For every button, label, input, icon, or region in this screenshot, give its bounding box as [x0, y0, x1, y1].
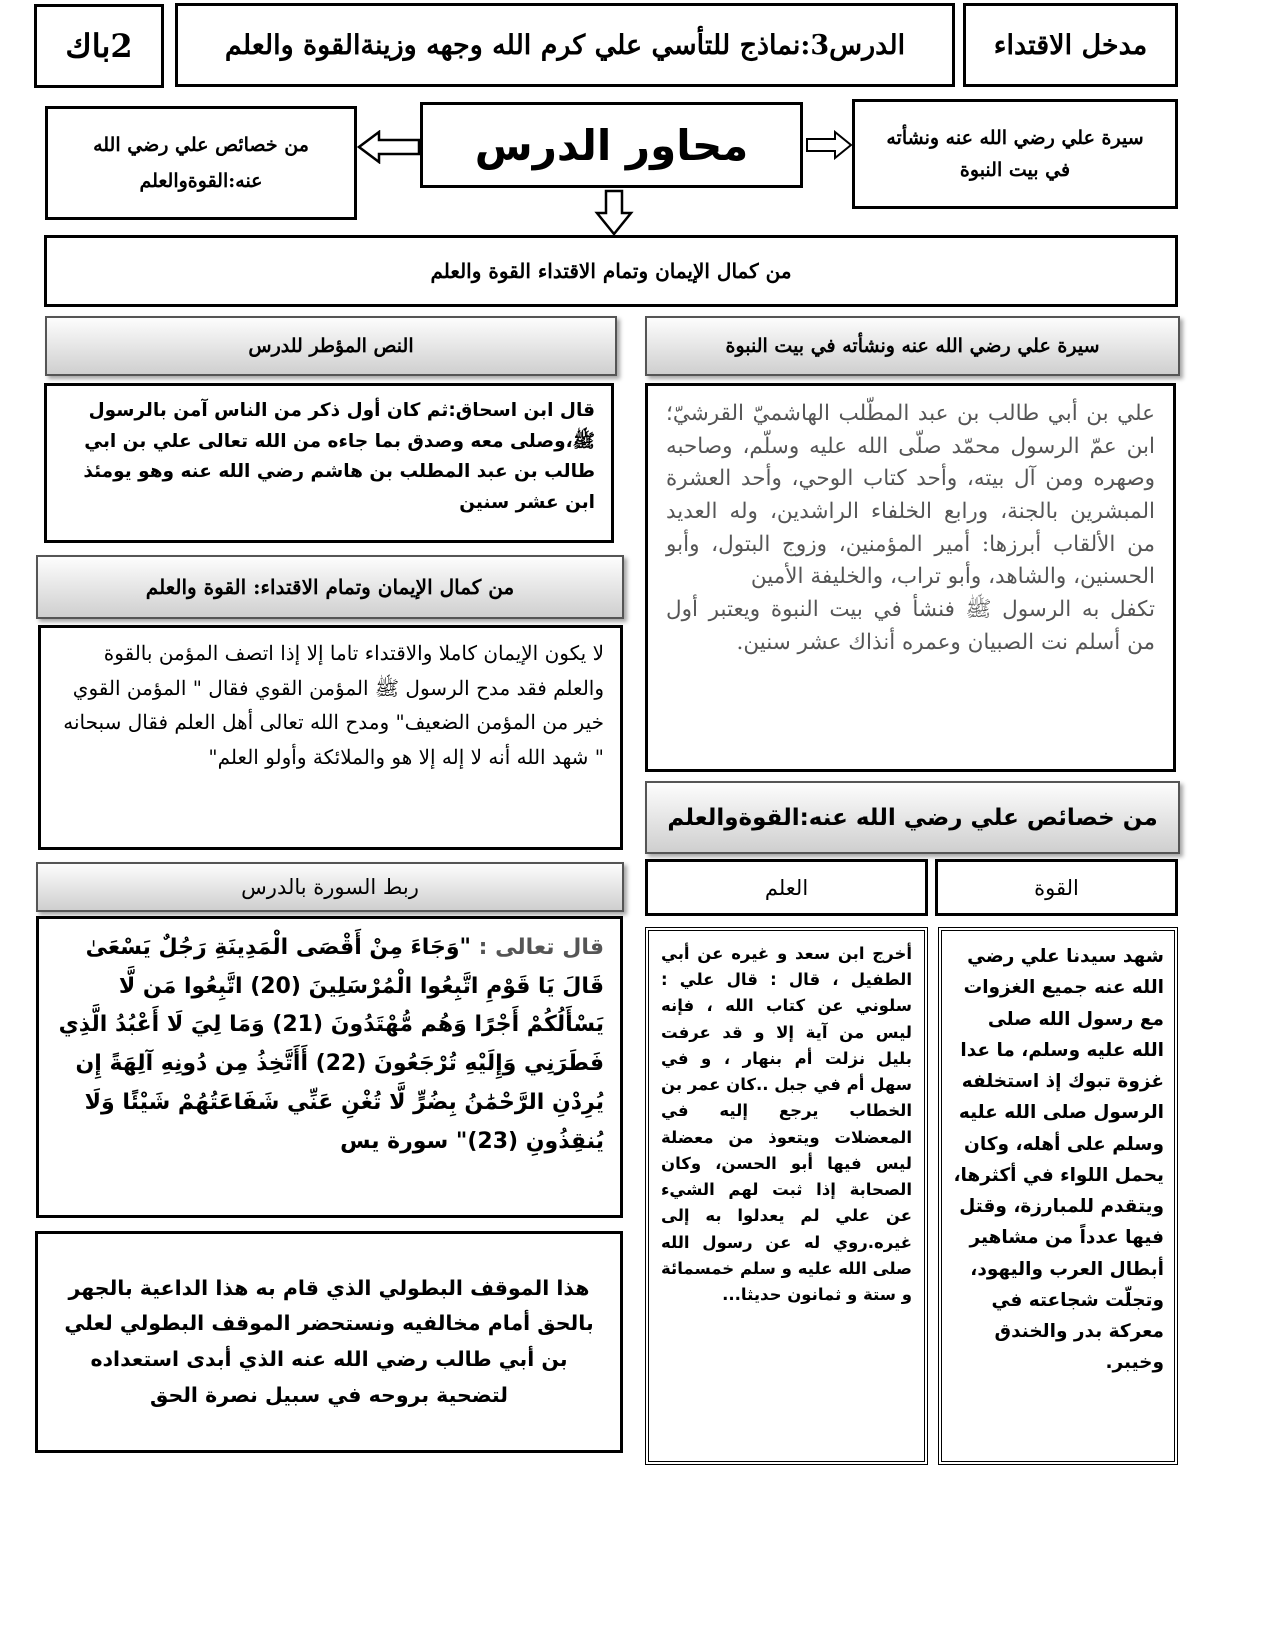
strength-label: القوة [1034, 875, 1079, 900]
framing-text: قال ابن اسحاق:ثم كان أول ذكر من الناس آمن بالرسول ﷺ،وصلى معه وصدق بما جاءه من الله تعالى علي بن ابي طالب بن عبد المطلب بن هاشم رضي الله عنه وهو يومئذ ابن عشر سنين [83, 400, 595, 514]
surah-intro: قال تعالى : [478, 935, 604, 960]
axis-right-box [852, 99, 1178, 209]
axis-left-box [45, 106, 357, 220]
surah-box [36, 916, 623, 1218]
level-label: 2باك [65, 27, 133, 65]
faith-heading: من كمال الإيمان وتمام الاقتداء: القوة والعلم [36, 555, 624, 619]
conclusion-text: هذا الموقف البطولي الذي قام به هذا الداعية بالجهر بالحق أمام مخالفيه ونستحضر الموقف البطولي لعلي بن أبي طالب رضي الله عنه الذي أبدى استعداده لتضحية بروحه في سبيل نصرة الحق [64, 1275, 594, 1407]
entry-label: مدخل الاقتداء [993, 29, 1148, 61]
arrow-left-icon [357, 130, 421, 164]
surah-verses: "وَجَاءَ مِنْ أَقْصَى الْمَدِينَةِ رَجُلٌ يَسْعَىٰ قَالَ يَا قَوْمِ اتَّبِعُوا الْمُرْسَلِينَ (20) اتَّبِعُوا مَن لَّا يَسْأَلُكُمْ أَجْرًا وَهُم مُّهْتَدُونَ (21) وَمَا لِيَ لَا أَعْبُدُ الَّذِي فَطَرَنِي وَإِلَيْهِ تُرْجَعُونَ (22) أَأَتَّخِذُ مِن دُونِهِ آلِهَةً إِن يُرِدْنِ الرَّحْمَٰنُ بِضُرٍّ لَّا تُغْنِ عَنِّي شَفَاعَتُهُمْ شَيْئًا وَلَا يُنقِذُونِ (23)" سورة يس [58, 935, 604, 1154]
conclusion-box [35, 1231, 623, 1453]
bio-box [645, 383, 1176, 772]
lesson-title: الدرس3:نماذج للتأسي علي كرم الله وجهه وزينةالقوة والعلم [224, 29, 906, 61]
framing-heading: النص المؤطر للدرس [45, 316, 617, 376]
axis-left-text: من خصائص علي رضي الله عنه:القوةوالعلم [93, 133, 309, 192]
bio-heading: سيرة علي رضي الله عنه ونشأته في بيت النبوة [645, 316, 1180, 376]
knowledge-label-box [645, 859, 928, 916]
center-title-box [420, 102, 803, 188]
framing-box [44, 383, 614, 543]
knowledge-text: أخرج ابن سعد و غيره عن أبي الطفيل ، قال : قال علي : سلوني عن كتاب الله ، فإنه ليس من آية إلا و قد عرفت بليل نزلت أم بنهار ، و في سهل أم في جبل ..كان عمر بن الخطاب يرجع إليه في المعضلات ويتعوذ من معضلة ليس فيها أبو الحسن، وكان الصحابة إذا ثبت لهم الشيء عن علي لم يعدلوا به إلى غيره.روي له عن رسول الله صلى الله عليه و سلم خمسمائة و ستة و ثمانون حديثا... [661, 944, 912, 1305]
level-box [34, 4, 164, 88]
lesson-title-box [175, 3, 955, 87]
center-title: محاور الدرس [474, 120, 749, 170]
faith-box [38, 625, 623, 850]
axis-bottom-text: من كمال الإيمان وتمام الاقتداء القوة والعلم [430, 259, 792, 283]
axis-right-text: سيرة علي رضي الله عنه ونشأته في بيت النبوة [886, 126, 1144, 181]
strength-box [938, 927, 1178, 1465]
surah-heading: ربط السورة بالدرس [36, 862, 624, 912]
bio-text: علي بن أبي طالب بن عبد المطّلب الهاشميّ القرشيّ؛ ابن عمّ الرسول محمّد صلّى الله عليه وسلّم، وصاحبه وصهره ومن آل بيته، وأحد كتاب الوحي، وأحد العشرة المبشرين بالجنة، ورابع الخلفاء الراشدين، وله العديد من الألقاب أبرزها: أمير المؤمنين، وزوج البتول، وأبو الحسنين، والشاهد، وأبو تراب، والخليفة الأمين [666, 401, 1155, 590]
surah-text-block [55, 929, 604, 1161]
arrow-down-icon [594, 189, 634, 237]
faith-text: لا يكون الإيمان كاملا والاقتداء تاما إلا إذا اتصف المؤمن بالقوة والعلم فقد مدح الرسول ﷺ المؤمن القوي فقال " المؤمن القوي خير من المؤمن الضعيف" ومدح الله تعالى أهل العلم فقال سبحانه " شهد الله أنه لا إله إلا هو والملائكة وأولو العلم" [63, 641, 604, 769]
arrow-right-icon [805, 130, 853, 160]
traits-heading: من خصائص علي رضي الله عنه:القوةوالعلم [645, 781, 1180, 854]
axis-bottom-box [44, 235, 1178, 307]
bio-text-2: تكفل به الرسول ﷺ فنشأ في بيت النبوة ويعتبر أول من أسلم نت الصبيان وعمره أنذاك عشر سنين. [666, 597, 1155, 655]
knowledge-label: العلم [764, 875, 809, 900]
entry-label-box [963, 3, 1178, 87]
strength-text: شهد سيدنا علي رضي الله عنه جميع الغزوات مع رسول الله صلى الله عليه وسلم، ما عدا غزوة تبوك إذ استخلفه الرسول صلى الله عليه وسلم على أهله، وكان يحمل اللواء في أكثرها، ويتقدم للمبارزة، وقتل فيها عدداً من مشاهير أبطال العرب واليهود، وتجلّت شجاعته في معركة بدر والخندق وخيبر. [953, 946, 1164, 1374]
knowledge-box [645, 927, 928, 1465]
strength-label-box [935, 859, 1178, 916]
